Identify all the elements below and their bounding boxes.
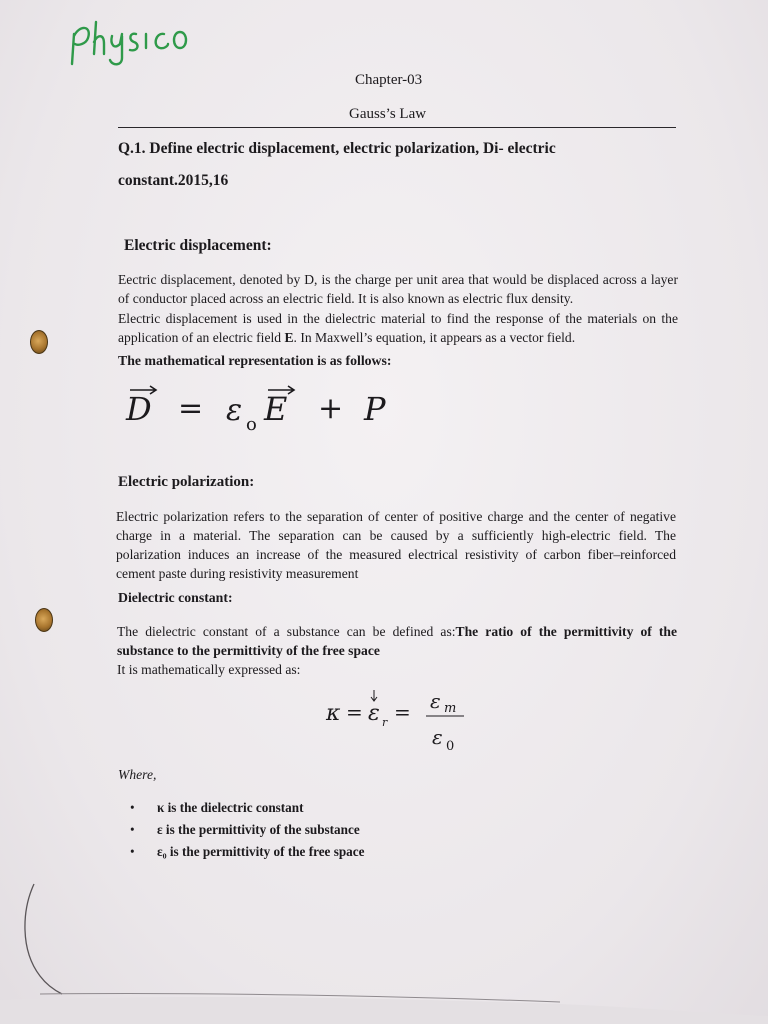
- para2-bold: E: [284, 330, 294, 345]
- header-divider: [118, 127, 676, 128]
- dielectric-constant-equation: [322, 686, 482, 758]
- topic-title: Gauss’s Law: [349, 106, 427, 122]
- svg-text:κ: κ: [326, 701, 341, 726]
- svg-text:=: =: [346, 700, 363, 724]
- svg-text:D: D: [126, 390, 152, 428]
- svg-text:ε: ε: [226, 393, 243, 428]
- math-representation-intro: The mathematical representation is as follows:: [118, 353, 392, 368]
- svg-text:ε: ε: [430, 689, 441, 713]
- svg-text:E: E: [264, 390, 288, 428]
- svg-text:+: +: [318, 391, 344, 426]
- svg-text:P: P: [364, 390, 386, 428]
- svg-text:ε: ε: [368, 701, 380, 726]
- svg-text:ε: ε: [432, 725, 443, 749]
- list-item: • ε₀ is the permittivity of the free space: [130, 841, 364, 863]
- where-label: Where,: [118, 767, 157, 782]
- svg-text:o: o: [246, 414, 257, 435]
- symbol-definitions-list: [130, 797, 364, 863]
- svg-text:=: =: [178, 391, 204, 426]
- svg-text:r: r: [382, 716, 388, 729]
- expressed-line: It is mathematically expressed as:: [117, 662, 301, 677]
- electric-displacement-heading: Electric displacement:: [124, 237, 272, 254]
- list-item: • ε is the permittivity of the substance: [130, 819, 364, 841]
- page-bottom-edge: [0, 990, 768, 1024]
- dielectric-constant-heading: Dielectric constant:: [118, 590, 233, 605]
- margin-pencil-mark: [16, 880, 66, 1000]
- binder-ring-bottom: [35, 608, 53, 632]
- definition-bold: The ratio of the permittivity of the substance to the permittivity of the free space: [117, 624, 677, 658]
- list-item: • κ is the dielectric constant: [130, 797, 364, 819]
- question-line-2: constant.2015,16: [118, 172, 229, 189]
- dielectric-constant-definition: [117, 622, 677, 660]
- para2-start: Electric displacement is used in the dielectric material to find the response of the materials on the application of an electric field: [118, 311, 678, 345]
- definition-start: The dielectric constant of a substance can be defined as:: [117, 624, 456, 639]
- chapter-title: Chapter-03: [355, 72, 423, 88]
- handwritten-physics-note: [64, 14, 194, 68]
- electric-polarization-heading: Electric polarization:: [118, 474, 255, 490]
- para2-end: . In Maxwell’s equation, it appears as a vector field.: [293, 330, 576, 345]
- binder-ring-top: [30, 330, 48, 354]
- svg-text:=: =: [394, 700, 411, 724]
- svg-text:0: 0: [446, 739, 455, 754]
- svg-text:m: m: [444, 701, 457, 716]
- question-line-1: Q.1. Define electric displacement, electric polarization, Di- electric: [118, 140, 556, 157]
- electric-displacement-para-1: Eectric displacement, denoted by D, is the charge per unit area that would be displaced across a layer of conductor placed across an electric field. It is also known as electric flux density.: [118, 272, 678, 306]
- displacement-equation: [118, 380, 438, 440]
- electric-displacement-para-2: [118, 309, 678, 347]
- electric-polarization-para: Electric polarization refers to the separation of center of positive charge and the center of negative charge in a material. The separation can be caused by a sufficiently high-electric field. The polarization induces an increase of the measured electrical resistivity of carbon fiber–reinforced cement paste during resistivity measurement: [116, 509, 676, 581]
